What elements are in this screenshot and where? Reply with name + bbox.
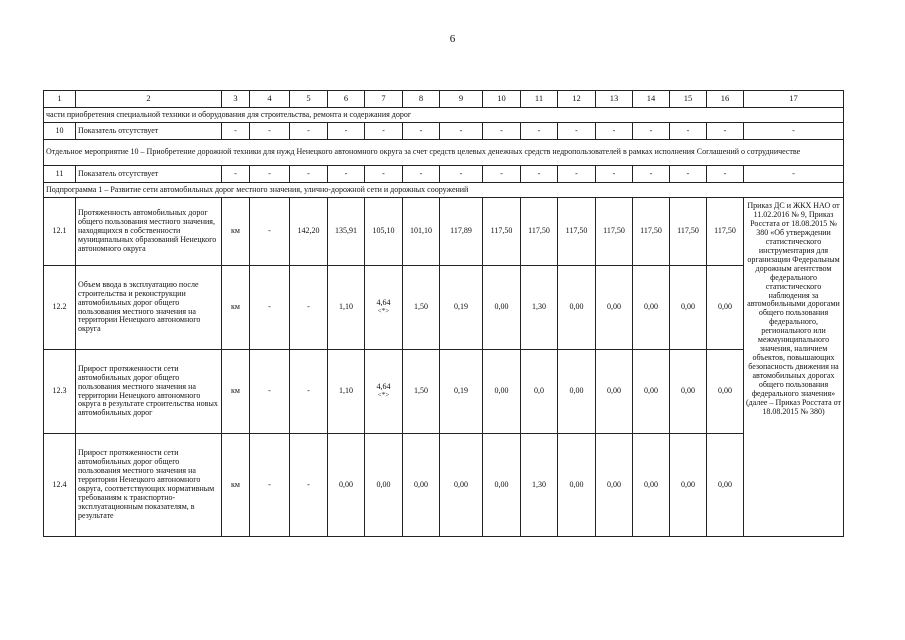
indicator-name: Показатель отсутствует [76, 166, 222, 183]
cell-value: 4,64 [376, 298, 391, 308]
cell: 0,00 [670, 434, 707, 537]
cell: - [222, 123, 250, 140]
source-document-cell: Приказ ДС и ЖКХ НАО от 11.02.2016 № 9, Приказ Росстата от 18.08.2015 № 380 «Об утверждении статистического инструментария для организации Федеральным дорожным агентством федерального статистического наблюдения за автомобильными дорогами общего пользования федерального, регионального или межмуниципального значения, наличием объектов, повышающих безопасность движения на автомобильных дорогах общего пользования федерального значения» (далее – Приказ Росстата от 18.08.2015 № 380) [744, 198, 844, 537]
cell: - [521, 166, 558, 183]
cell [365, 198, 403, 266]
row-number: 12.3 [44, 350, 76, 434]
cell: - [403, 123, 440, 140]
cell: - [250, 434, 290, 537]
table-row [44, 266, 844, 350]
cell: - [250, 266, 290, 350]
unit-cell: км [222, 350, 250, 434]
cell: 0,19 [440, 350, 483, 434]
col-header: 6 [328, 91, 365, 108]
cell: - [290, 123, 328, 140]
section-continuation-row [44, 108, 844, 123]
indicator-name: Показатель отсутствует [76, 123, 222, 140]
cell: 117,50 [633, 198, 670, 266]
col-header: 3 [222, 91, 250, 108]
cell: - [328, 123, 365, 140]
cell: 1,50 [403, 350, 440, 434]
cell: - [744, 166, 844, 183]
row-number: 12.2 [44, 266, 76, 350]
cell: - [250, 166, 290, 183]
col-header: 2 [76, 91, 222, 108]
cell: - [707, 123, 744, 140]
cell: - [558, 123, 596, 140]
cell-value: 4,64 [376, 382, 391, 392]
col-header: 11 [521, 91, 558, 108]
indicator-name: Объем ввода в эксплуатацию после строительства и реконструкции автомобильных дорог общего пользования местного значения на территории Ненецкого автономного округа [76, 266, 222, 350]
cell: 0,0 [521, 350, 558, 434]
section-continuation-text: части приобретения специальной техники и оборудования для строительства, ремонта и содержания дорог [44, 108, 844, 123]
cell: 0,00 [633, 266, 670, 350]
cell: 1,30 [521, 266, 558, 350]
cell: 0,00 [633, 350, 670, 434]
cell: - [521, 123, 558, 140]
subprogram-title-row [44, 183, 844, 198]
cell: 1,10 [328, 350, 365, 434]
cell: - [250, 198, 290, 266]
cell: - [558, 166, 596, 183]
unit-cell: км [222, 266, 250, 350]
cell: 117,89 [440, 198, 483, 266]
page-number: 6 [449, 33, 456, 45]
cell: - [596, 123, 633, 140]
cell: 0,19 [440, 266, 483, 350]
cell: 0,00 [558, 350, 596, 434]
cell: 135,91 [328, 198, 365, 266]
indicators-table [43, 90, 844, 537]
cell: - [440, 166, 483, 183]
col-header: 5 [290, 91, 328, 108]
cell: 0,00 [707, 434, 744, 537]
cell: 117,50 [483, 198, 521, 266]
cell: 0,00 [483, 350, 521, 434]
col-header: 17 [744, 91, 844, 108]
cell: - [290, 434, 328, 537]
cell: - [440, 123, 483, 140]
cell: 0,00 [596, 434, 633, 537]
column-number-row [44, 91, 844, 108]
cell: - [744, 123, 844, 140]
cell [365, 434, 403, 537]
cell: - [707, 166, 744, 183]
cell: - [328, 166, 365, 183]
cell: 0,00 [633, 434, 670, 537]
row-number: 10 [44, 123, 76, 140]
cell: 117,50 [558, 198, 596, 266]
col-header: 16 [707, 91, 744, 108]
cell: 0,00 [483, 434, 521, 537]
cell: - [222, 166, 250, 183]
cell: 1,10 [328, 266, 365, 350]
subprogram-1-title: Подпрограмма 1 – Развитие сети автомобильных дорог местного значения, улично-дорожной сети и дорожных сооружений [44, 183, 844, 198]
cell: 0,00 [483, 266, 521, 350]
cell: 117,50 [670, 198, 707, 266]
cell: 0,00 [670, 266, 707, 350]
cell: 117,50 [521, 198, 558, 266]
indicator-name: Прирост протяженности сети автомобильных дорог общего пользования местного значения на территории Ненецкого автономного округа, соответствующих нормативным требованиям к транспортно-эксплуатационным показателям, в результате [76, 434, 222, 537]
col-header: 8 [403, 91, 440, 108]
col-header: 10 [483, 91, 521, 108]
cell: - [250, 350, 290, 434]
cell: 101,10 [403, 198, 440, 266]
cell-note: <*> [377, 391, 390, 400]
cell: 0,00 [403, 434, 440, 537]
cell: 0,00 [596, 350, 633, 434]
measure-10-title: Отдельное мероприятие 10 – Приобретение дорожной техники для нужд Ненецкого автономного округа за счет средств целевых денежных средств недропользователей в рамках исполнения Соглашений о сотрудничестве [44, 140, 844, 166]
col-header: 7 [365, 91, 403, 108]
cell: - [290, 266, 328, 350]
unit-cell: км [222, 198, 250, 266]
cell: 1,50 [403, 266, 440, 350]
col-header: 15 [670, 91, 707, 108]
cell: - [365, 123, 403, 140]
cell [365, 266, 403, 350]
cell: 0,00 [328, 434, 365, 537]
cell: 0,00 [558, 266, 596, 350]
indicator-name: Протяженность автомобильных дорог общего пользования местного значения, находящихся в собственности муниципальных образований Ненецкого автономного округа [76, 198, 222, 266]
col-header: 9 [440, 91, 483, 108]
cell: 0,00 [707, 350, 744, 434]
table-row [44, 350, 844, 434]
cell [365, 350, 403, 434]
cell: 117,50 [707, 198, 744, 266]
table-row [44, 434, 844, 537]
unit-cell: км [222, 434, 250, 537]
table-row [44, 198, 844, 266]
col-header: 1 [44, 91, 76, 108]
indicator-name: Прирост протяженности сети автомобильных дорог общего пользования местного значения на территории Ненецкого автономного округа в результате строительства новых автомобильных дорог [76, 350, 222, 434]
measure-title-row [44, 140, 844, 166]
col-header: 14 [633, 91, 670, 108]
table-row [44, 123, 844, 140]
cell: - [290, 350, 328, 434]
cell: 1,30 [521, 434, 558, 537]
cell: 0,00 [670, 350, 707, 434]
cell: 117,50 [596, 198, 633, 266]
cell: - [596, 166, 633, 183]
cell: - [670, 166, 707, 183]
cell: - [633, 166, 670, 183]
col-header: 4 [250, 91, 290, 108]
row-number: 12.4 [44, 434, 76, 537]
cell: - [483, 123, 521, 140]
cell: 0,00 [707, 266, 744, 350]
cell: - [483, 166, 521, 183]
row-number: 12.1 [44, 198, 76, 266]
col-header: 13 [596, 91, 633, 108]
col-header: 12 [558, 91, 596, 108]
row-number: 11 [44, 166, 76, 183]
cell: - [290, 166, 328, 183]
cell: - [250, 123, 290, 140]
cell: 0,00 [596, 266, 633, 350]
cell: - [365, 166, 403, 183]
cell: 142,20 [290, 198, 328, 266]
cell: 0,00 [558, 434, 596, 537]
cell-note: <*> [377, 307, 390, 316]
table-row [44, 166, 844, 183]
cell: - [403, 166, 440, 183]
cell: - [633, 123, 670, 140]
cell: - [670, 123, 707, 140]
cell: 0,00 [440, 434, 483, 537]
cell-value: 0,00 [376, 479, 391, 489]
cell-value: 105,10 [372, 226, 395, 236]
